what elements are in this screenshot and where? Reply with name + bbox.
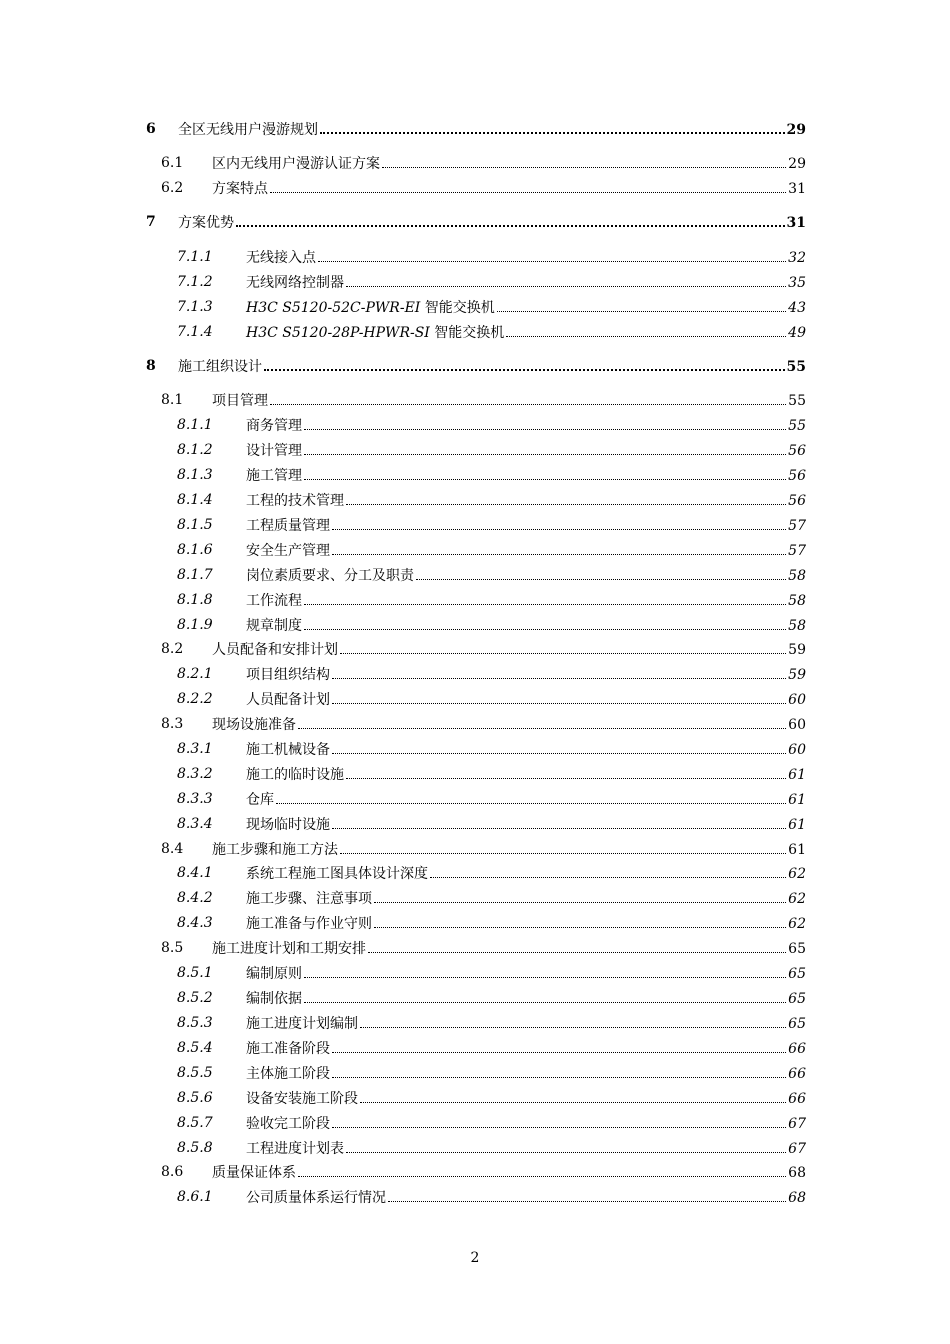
toc-entry[interactable] (0, 1186, 950, 1208)
toc-dot-leader (270, 389, 786, 405)
toc-entry[interactable] (0, 1037, 950, 1059)
toc-entry-page: 55 (788, 418, 806, 434)
toc-entry-line (178, 118, 806, 140)
toc-dot-leader (298, 1161, 786, 1177)
toc-entry-number: 6.2 (161, 180, 184, 196)
toc-entry[interactable] (0, 688, 950, 710)
toc-entry-number: 8.5.6 (177, 1090, 213, 1106)
toc-entry-title (246, 689, 330, 711)
toc-entry-title (212, 938, 366, 960)
toc-entry-title-text: 编制原则 (246, 966, 302, 982)
toc-entry-line (246, 489, 806, 511)
toc-entry-title-text: 质量保证体系 (212, 1165, 296, 1181)
toc-dot-leader (430, 862, 786, 878)
toc-entry-page: 59 (788, 667, 806, 683)
toc-entry-title-text: 工程进度计划表 (246, 1141, 344, 1157)
toc-entry-page: 32 (788, 250, 806, 266)
toc-entry-title-text: 施工进度计划和工期安排 (212, 941, 366, 957)
toc-dot-leader (346, 271, 786, 287)
toc-dot-leader (506, 321, 786, 337)
toc-dot-leader (374, 887, 786, 903)
toc-entry[interactable] (0, 838, 950, 860)
toc-entry-number: 8.6 (161, 1164, 184, 1180)
toc-entry-title (212, 1162, 296, 1184)
toc-entry-line (246, 862, 806, 884)
toc-dot-leader (270, 177, 786, 193)
toc-entry-line (212, 152, 806, 174)
toc-entry-page: 62 (788, 891, 806, 907)
toc-entry-title (178, 119, 318, 141)
toc-entry-title (212, 153, 380, 175)
toc-entry-page: 57 (788, 543, 806, 559)
toc-entry-number: 8.5.5 (177, 1065, 213, 1081)
toc-entry[interactable] (0, 614, 950, 636)
toc-entry-number: 8.3.2 (177, 766, 213, 782)
toc-dot-leader (374, 912, 786, 928)
toc-dot-leader (236, 211, 785, 227)
toc-entry[interactable] (0, 152, 950, 174)
toc-entry[interactable] (0, 1087, 950, 1109)
toc-entry-title (246, 789, 274, 811)
toc-entry-title (246, 988, 302, 1010)
toc-entry[interactable] (0, 638, 950, 660)
toc-entry-number: 7 (146, 214, 156, 230)
toc-entry-number: 8.5.3 (177, 1015, 213, 1031)
toc-entry-line (246, 1037, 806, 1059)
toc-entry-title (246, 247, 316, 269)
toc-dot-leader (332, 539, 786, 555)
toc-entry-line (246, 912, 806, 934)
toc-dot-leader (298, 713, 786, 729)
toc-entry-title-text: 施工准备与作业守则 (246, 916, 372, 932)
toc-entry-line (246, 439, 806, 461)
toc-entry[interactable] (0, 1012, 950, 1034)
toc-entry-number: 8.1.1 (177, 417, 213, 433)
toc-entry-page: 57 (788, 518, 806, 534)
toc-entry-page: 68 (788, 1165, 806, 1181)
toc-entry-title-text: 项目组织结构 (246, 667, 330, 683)
toc-entry-number: 8.5.1 (177, 965, 213, 981)
toc-entry-model: H3C S5120-52C-PWR-EI (246, 300, 421, 316)
toc-entry-title-text: 施工步骤和施工方法 (212, 842, 338, 858)
toc-entry-number: 8.3.3 (177, 791, 213, 807)
toc-entry-title (246, 1038, 330, 1060)
toc-dot-leader (332, 1062, 786, 1078)
toc-entry-line (246, 813, 806, 835)
toc-entry-number: 8.5 (161, 940, 184, 956)
toc-entry-page: 31 (788, 181, 806, 197)
toc-entry-number: 6.1 (161, 155, 184, 171)
toc-dot-leader (304, 414, 786, 430)
toc-entry-title (246, 664, 330, 686)
toc-entry[interactable] (0, 246, 950, 268)
toc-entry-page: 68 (788, 1190, 806, 1206)
toc-entry-title (246, 440, 302, 462)
toc-entry-page: 56 (788, 443, 806, 459)
page-number: 2 (470, 1250, 480, 1266)
toc-entry[interactable] (0, 589, 950, 611)
toc-entry-title (246, 1138, 344, 1160)
toc-entry-title-text: 无线网络控制器 (246, 275, 344, 291)
toc-entry-number: 8.1.4 (177, 492, 213, 508)
toc-entry-line (246, 1137, 806, 1159)
toc-entry[interactable] (0, 211, 950, 233)
toc-entry-page: 65 (788, 941, 806, 957)
toc-dot-leader (320, 118, 785, 134)
toc-dot-leader (382, 152, 786, 168)
toc-entry-title (246, 490, 344, 512)
toc-entry[interactable] (0, 887, 950, 909)
toc-dot-leader (318, 246, 786, 262)
toc-entry-title (246, 415, 302, 437)
toc-entry-title (178, 212, 234, 234)
toc-entry-title-text: 人员配备和安排计划 (212, 642, 338, 658)
toc-entry-line (246, 1087, 806, 1109)
toc-entry-title (212, 839, 338, 861)
toc-entry-page: 62 (788, 916, 806, 932)
toc-entry-number: 7.1.1 (177, 249, 213, 265)
toc-entry-title (246, 515, 330, 537)
toc-entry-title (246, 814, 330, 836)
toc-entry-title-text: 施工管理 (246, 468, 302, 484)
toc-entry[interactable] (0, 987, 950, 1009)
toc-entry-number: 8.5.8 (177, 1140, 213, 1156)
toc-entry-number: 8.4.3 (177, 915, 213, 931)
toc-entry-page: 65 (788, 1016, 806, 1032)
toc-entry[interactable] (0, 738, 950, 760)
toc-entry-page: 49 (788, 325, 806, 341)
toc-entry-page: 61 (788, 817, 806, 833)
toc-entry-page: 56 (788, 493, 806, 509)
toc-entry-line (246, 663, 806, 685)
toc-entry-line (246, 1012, 806, 1034)
toc-entry-page: 58 (788, 593, 806, 609)
toc-entry-number: 8.3.1 (177, 741, 213, 757)
toc-entry-title (246, 590, 302, 612)
toc-entry-title-text: 工程质量管理 (246, 518, 330, 534)
toc-entry-number: 6 (146, 121, 156, 137)
toc-entry-number: 8.1.9 (177, 617, 213, 633)
toc-entry-title (212, 714, 296, 736)
toc-entry-line (246, 414, 806, 436)
toc-entry-number: 8.5.7 (177, 1115, 213, 1131)
toc-dot-leader (497, 296, 786, 312)
toc-entry-page: 29 (786, 122, 806, 138)
toc-entry-title-text: 施工的临时设施 (246, 767, 344, 783)
toc-entry[interactable] (0, 321, 950, 343)
toc-entry-title-text: 无线接入点 (246, 250, 316, 266)
toc-entry-page: 65 (788, 966, 806, 982)
toc-entry-line (246, 464, 806, 486)
toc-entry-line (246, 271, 806, 293)
toc-entry[interactable] (0, 489, 950, 511)
toc-entry-title (178, 356, 262, 378)
toc-entry[interactable] (0, 763, 950, 785)
toc-entry-number: 8.2.2 (177, 691, 213, 707)
toc-entry[interactable] (0, 464, 950, 486)
toc-entry-line (212, 1161, 806, 1183)
toc-entry-page: 67 (788, 1141, 806, 1157)
toc-dot-leader (346, 1137, 786, 1153)
toc-entry-title (212, 639, 338, 661)
toc-entry-line (212, 937, 806, 959)
toc-entry-title (212, 390, 268, 412)
toc-entry[interactable] (0, 355, 950, 377)
toc-entry-page: 58 (788, 618, 806, 634)
toc-entry-title (246, 764, 344, 786)
toc-dot-leader (332, 813, 786, 829)
toc-entry-line (246, 1186, 806, 1208)
toc-dot-leader (360, 1087, 786, 1103)
toc-entry-title-text: 智能交换机 (429, 325, 505, 341)
toc-entry-page: 60 (788, 692, 806, 708)
toc-entry[interactable] (0, 1161, 950, 1183)
toc-entry-title-text: 施工准备阶段 (246, 1041, 330, 1057)
toc-entry-title-text: 设备安装施工阶段 (246, 1091, 358, 1107)
toc-dot-leader (304, 439, 786, 455)
toc-entry-line (246, 688, 806, 710)
toc-entry-line (246, 1062, 806, 1084)
toc-entry-page: 35 (788, 275, 806, 291)
toc-entry-title (246, 540, 330, 562)
toc-entry-title-text: 安全生产管理 (246, 543, 330, 559)
toc-dot-leader (264, 355, 785, 371)
toc-entry-page: 61 (788, 767, 806, 783)
toc-entry-model: H3C S5120-28P-HPWR-SI (246, 325, 430, 341)
toc-entry-title-text: 人员配备计划 (246, 692, 330, 708)
toc-entry-page: 55 (786, 359, 806, 375)
toc-entry-line (246, 321, 806, 343)
toc-entry-title-text: 编制依据 (246, 991, 302, 1007)
toc-entry-page: 66 (788, 1041, 806, 1057)
toc-entry-title (246, 1187, 386, 1209)
toc-entry-number: 8.2 (161, 641, 184, 657)
toc-entry-title (246, 272, 344, 294)
toc-entry-number: 8.1.3 (177, 467, 213, 483)
toc-entry-line (212, 713, 806, 735)
toc-dot-leader (368, 937, 786, 953)
toc-entry[interactable] (0, 296, 950, 318)
toc-entry-title (246, 615, 302, 637)
toc-entry-title (246, 465, 302, 487)
toc-entry-page: 55 (788, 393, 806, 409)
toc-dot-leader (332, 1037, 786, 1053)
toc-entry[interactable] (0, 389, 950, 411)
toc-entry-line (212, 638, 806, 660)
toc-entry-title-text: 仓库 (246, 792, 274, 808)
toc-entry-number: 8.1.7 (177, 567, 213, 583)
toc-entry-line (246, 887, 806, 909)
toc-entry[interactable] (0, 713, 950, 735)
toc-entry-title-text: 全区无线用户漫游规划 (178, 122, 318, 138)
toc-entry-title-text: 施工步骤、注意事项 (246, 891, 372, 907)
toc-entry-number: 8.6.1 (177, 1189, 213, 1205)
toc-entry-title-text: 设计管理 (246, 443, 302, 459)
toc-entry[interactable] (0, 439, 950, 461)
toc-entry-title (246, 322, 504, 344)
toc-entry[interactable] (0, 788, 950, 810)
toc-entry-page: 66 (788, 1066, 806, 1082)
toc-dot-leader (332, 663, 786, 679)
toc-entry-page: 66 (788, 1091, 806, 1107)
toc-entry-title-text: 岗位素质要求、分工及职责 (246, 568, 414, 584)
toc-entry-title-text: 验收完工阶段 (246, 1116, 330, 1132)
toc-entry-title (246, 1013, 358, 1035)
toc-entry-page: 29 (788, 156, 806, 172)
toc-entry-line (246, 296, 806, 318)
toc-entry-number: 7.1.4 (177, 324, 213, 340)
toc-entry-line (246, 738, 806, 760)
toc-entry-number: 8.3.4 (177, 816, 213, 832)
toc-entry-title-text: 方案优势 (178, 215, 234, 231)
toc-entry-title (246, 565, 414, 587)
toc-entry-number: 8.1.6 (177, 542, 213, 558)
toc-entry[interactable] (0, 539, 950, 561)
toc-entry-title-text: 规章制度 (246, 618, 302, 634)
toc-entry-title-text: 现场设施准备 (212, 717, 296, 733)
toc-entry-number: 7.1.2 (177, 274, 213, 290)
toc-entry[interactable] (0, 862, 950, 884)
toc-entry-number: 8.1 (161, 392, 184, 408)
toc-entry-number: 8.1.2 (177, 442, 213, 458)
toc-entry-title-text: 施工机械设备 (246, 742, 330, 758)
toc-entry[interactable] (0, 1062, 950, 1084)
toc-entry-title-text: 项目管理 (212, 393, 268, 409)
toc-entry-number: 7.1.3 (177, 299, 213, 315)
toc-entry-title (246, 863, 428, 885)
toc-dot-leader (340, 838, 786, 854)
toc-entry-number: 8.3 (161, 716, 184, 732)
toc-dot-leader (332, 688, 786, 704)
toc-entry[interactable] (0, 1112, 950, 1134)
toc-entry-title-text: 施工组织设计 (178, 359, 262, 375)
toc-entry-line (246, 246, 806, 268)
toc-dot-leader (416, 564, 786, 580)
toc-entry-title-text: 施工进度计划编制 (246, 1016, 358, 1032)
toc-dot-leader (346, 489, 786, 505)
toc-entry-line (246, 1112, 806, 1134)
toc-entry-title-text: 工程的技术管理 (246, 493, 344, 509)
toc-entry-number: 8.4.2 (177, 890, 213, 906)
toc-entry-page: 60 (788, 742, 806, 758)
toc-entry-title-text: 区内无线用户漫游认证方案 (212, 156, 380, 172)
toc-dot-leader (304, 589, 786, 605)
toc-entry-line (246, 514, 806, 536)
toc-entry[interactable] (0, 663, 950, 685)
toc-entry-title-text: 系统工程施工图具体设计深度 (246, 866, 428, 882)
toc-entry-line (246, 987, 806, 1009)
toc-entry-line (212, 389, 806, 411)
toc-entry-title (246, 963, 302, 985)
toc-entry-number: 8.5.2 (177, 990, 213, 1006)
toc-entry[interactable] (0, 962, 950, 984)
toc-dot-leader (304, 962, 786, 978)
toc-dot-leader (304, 464, 786, 480)
toc-entry-line (178, 211, 806, 233)
toc-dot-leader (360, 1012, 786, 1028)
toc-entry-number: 8.5.4 (177, 1040, 213, 1056)
toc-entry-line (178, 355, 806, 377)
toc-dot-leader (304, 987, 786, 1003)
toc-entry[interactable] (0, 937, 950, 959)
toc-entry-page: 61 (788, 792, 806, 808)
toc-entry-title-text: 工作流程 (246, 593, 302, 609)
toc-entry-page: 43 (788, 300, 806, 316)
toc-entry-line (246, 614, 806, 636)
toc-entry-line (212, 177, 806, 199)
toc-entry-title (246, 1088, 358, 1110)
toc-entry-page: 62 (788, 866, 806, 882)
toc-dot-leader (332, 1112, 786, 1128)
toc-entry[interactable] (0, 414, 950, 436)
toc-entry-page: 65 (788, 991, 806, 1007)
toc-entry-line (246, 788, 806, 810)
toc-entry-title (246, 739, 330, 761)
toc-dot-leader (304, 614, 786, 630)
toc-entry[interactable] (0, 118, 950, 140)
toc-dot-leader (276, 788, 786, 804)
toc-entry-title (246, 888, 372, 910)
toc-entry-number: 8.4 (161, 841, 184, 857)
toc-entry[interactable] (0, 1137, 950, 1159)
toc-entry-number: 8.2.1 (177, 666, 213, 682)
toc-entry-title-text: 现场临时设施 (246, 817, 330, 833)
toc-entry-title (246, 1063, 330, 1085)
toc-entry-page: 59 (788, 642, 806, 658)
toc-entry-title-text: 主体施工阶段 (246, 1066, 330, 1082)
toc-entry-number: 8.1.8 (177, 592, 213, 608)
toc-entry-title-text: 商务管理 (246, 418, 302, 434)
toc-entry-title (246, 913, 372, 935)
toc-entry[interactable] (0, 177, 950, 199)
toc-entry[interactable] (0, 514, 950, 536)
toc-entry-line (246, 962, 806, 984)
toc-entry-title (246, 1113, 330, 1135)
toc-entry-line (246, 539, 806, 561)
toc-entry-page: 31 (786, 215, 806, 231)
toc-entry-page: 61 (788, 842, 806, 858)
toc-dot-leader (340, 638, 786, 654)
toc-dot-leader (346, 763, 786, 779)
toc-entry-title-text: 公司质量体系运行情况 (246, 1190, 386, 1206)
toc-entry-line (246, 763, 806, 785)
toc-entry-number: 8.1.5 (177, 517, 213, 533)
toc-entry[interactable] (0, 813, 950, 835)
toc-entry-page: 60 (788, 717, 806, 733)
toc-entry[interactable] (0, 564, 950, 586)
toc-entry-page: 58 (788, 568, 806, 584)
toc-entry-number: 8.4.1 (177, 865, 213, 881)
toc-entry-title (212, 178, 268, 200)
toc-entry-line (246, 589, 806, 611)
toc-entry-line (212, 838, 806, 860)
toc-entry-line (246, 564, 806, 586)
toc-dot-leader (388, 1186, 786, 1202)
toc-entry[interactable] (0, 912, 950, 934)
toc-entry-title-text: 方案特点 (212, 181, 268, 197)
toc-entry-number: 8 (146, 358, 156, 374)
toc-entry[interactable] (0, 271, 950, 293)
toc-dot-leader (332, 514, 786, 530)
toc-entry-page: 67 (788, 1116, 806, 1132)
toc-entry-title (246, 297, 495, 319)
toc-entry-page: 56 (788, 468, 806, 484)
toc-dot-leader (332, 738, 786, 754)
toc-entry-title-text: 智能交换机 (420, 300, 495, 316)
